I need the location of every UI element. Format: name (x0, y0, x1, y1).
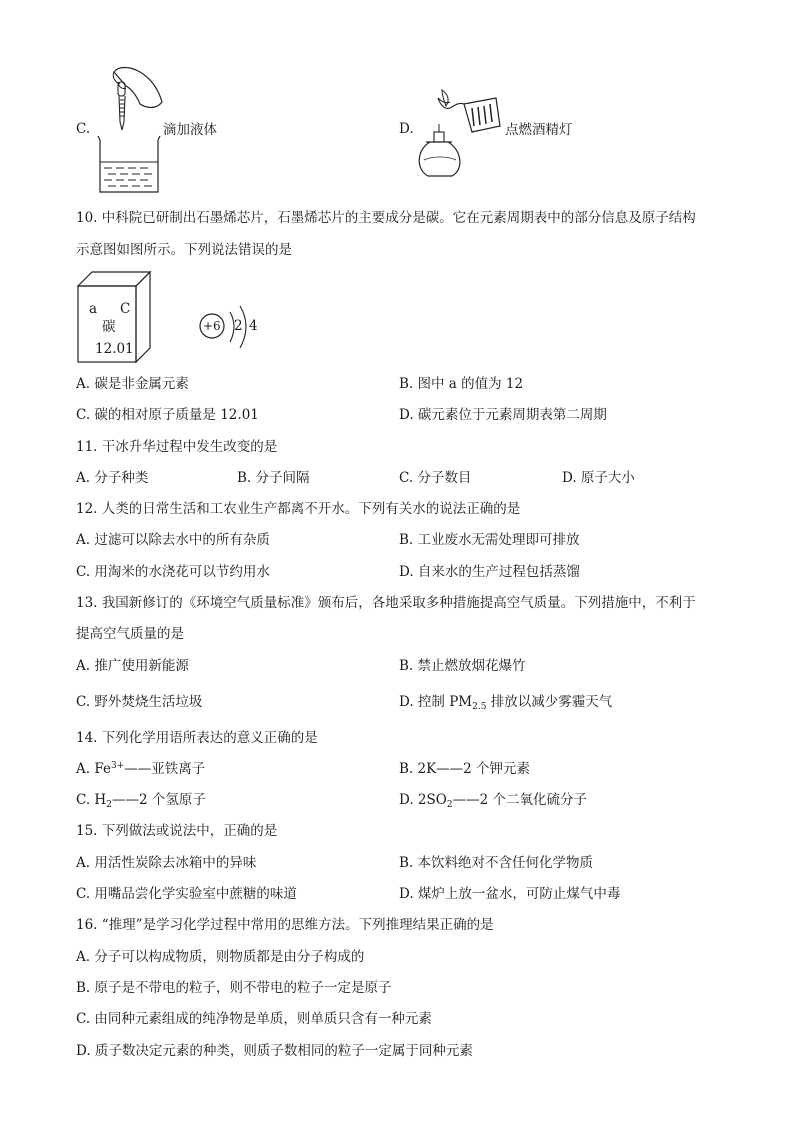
q15-option-a: A. 用活性炭除去冰箱中的异味 (76, 855, 257, 871)
q14-stem: 14. 下列化学用语所表达的意义正确的是 (76, 730, 318, 746)
alcohol-lamp-illustration (414, 84, 504, 180)
q9-option-c-text: 滴加液体 (163, 122, 217, 138)
q14-option-a: A. $Fe^{3+}——$亚铁离子 (76, 761, 206, 777)
q9-option-d-letter: D. (399, 121, 414, 137)
q15-option-c: C. 用嘴品尝化学实验室中蔗糖的味道 (76, 886, 297, 902)
q16-option-b: B. 原子是不带电的粒子，则不带电的粒子一定是原子 (76, 980, 392, 996)
q10-option-a: A. 碳是非金属元素 (76, 376, 189, 392)
q13-option-a: A. 推广使用新能源 (76, 658, 189, 674)
dropper-beaker-illustration (96, 64, 164, 196)
cell-atomic-number: a (89, 301, 98, 317)
q13-stem-line2: 提高空气质量的是 (76, 626, 184, 642)
atom-nucleus-charge: +6 (203, 319, 221, 333)
cell-element-name: 碳 (102, 319, 116, 335)
q16-option-a: A. 分子可以构成物质，则物质都是由分子构成的 (76, 949, 365, 965)
q14-option-d: D. $2SO_2——2$ 个二氧化硫分子 (399, 792, 587, 810)
q14-option-b: B. 2K——2 个钾元素 (399, 761, 531, 777)
q11-stem: 11. 干冰升华过程中发生改变的是 (76, 439, 278, 455)
q16-option-c: C. 由同种元素组成的纯净物是单质，则单质只含有一种元素 (76, 1011, 432, 1027)
q15-stem: 15. 下列做法或说法中，正确的是 (76, 823, 278, 839)
q11-option-b: B. 分子间隔 (237, 470, 310, 486)
q16-stem: 16. “推理”是学习化学过程中常用的思维方法。下列推理结果正确的是 (76, 917, 494, 933)
cell-element-symbol: C (120, 301, 131, 317)
q13-option-b: B. 禁止燃放烟花爆竹 (399, 658, 526, 674)
q13-option-d: D. 控制 $PM_{2.5}$ 排放以减少雾霾天气 (399, 694, 613, 712)
q12-option-c: C. 用淘米的水浇花可以节约用水 (76, 564, 270, 580)
q11-option-c: C. 分子数目 (399, 470, 472, 486)
q10-stem-line1: 10. 中科院已研制出石墨烯芯片，石墨烯芯片的主要成分是碳。它在元素周期表中的部分信息及原子结构 (76, 210, 696, 226)
atom-shell2-electrons: 4 (249, 318, 258, 334)
q12-option-d: D. 自来水的生产过程包括蒸馏 (399, 564, 580, 580)
q11-option-a: A. 分子种类 (76, 470, 149, 486)
q15-option-b: B. 本饮料绝对不含任何化学物质 (399, 855, 594, 871)
q12-stem: 12. 人类的日常生活和工农业生产都离不开水。下列有关水的说法正确的是 (76, 501, 521, 517)
q10-option-d: D. 碳元素位于元素周期表第二周期 (399, 407, 607, 423)
q14-option-c: C. $H_2——2$ 个氢原子 (76, 792, 206, 810)
cell-atomic-mass: 12.01 (95, 341, 134, 357)
q9-option-c-letter: C. (76, 121, 91, 137)
q10-option-b: B. 图中 a 的值为 12 (399, 376, 524, 392)
q10-stem-line2: 示意图如图所示。下列说法错误的是 (76, 242, 292, 258)
q13-stem-line1: 13. 我国新修订的《环境空气质量标准》颁布后，各地采取多种措施提高空气质量。下列措施中，不利于 (76, 595, 696, 611)
q12-option-b: B. 工业废水无需处理即可排放 (399, 532, 580, 548)
q16-option-d: D. 质子数决定元素的种类，则质子数相同的粒子一定属于同种元素 (76, 1043, 473, 1059)
q15-option-d: D. 煤炉上放一盆水，可防止煤气中毒 (399, 886, 621, 902)
q11-option-d: D. 原子大小 (562, 470, 635, 486)
q13-option-c: C. 野外焚烧生活垃圾 (76, 694, 203, 710)
q12-option-a: A. 过滤可以除去水中的所有杂质 (76, 532, 270, 548)
atom-shell1-electrons: 2 (234, 318, 243, 334)
q9-option-d-text: 点燃酒精灯 (505, 122, 573, 138)
q10-option-c: C. 碳的相对原子质量是 12.01 (76, 407, 259, 423)
